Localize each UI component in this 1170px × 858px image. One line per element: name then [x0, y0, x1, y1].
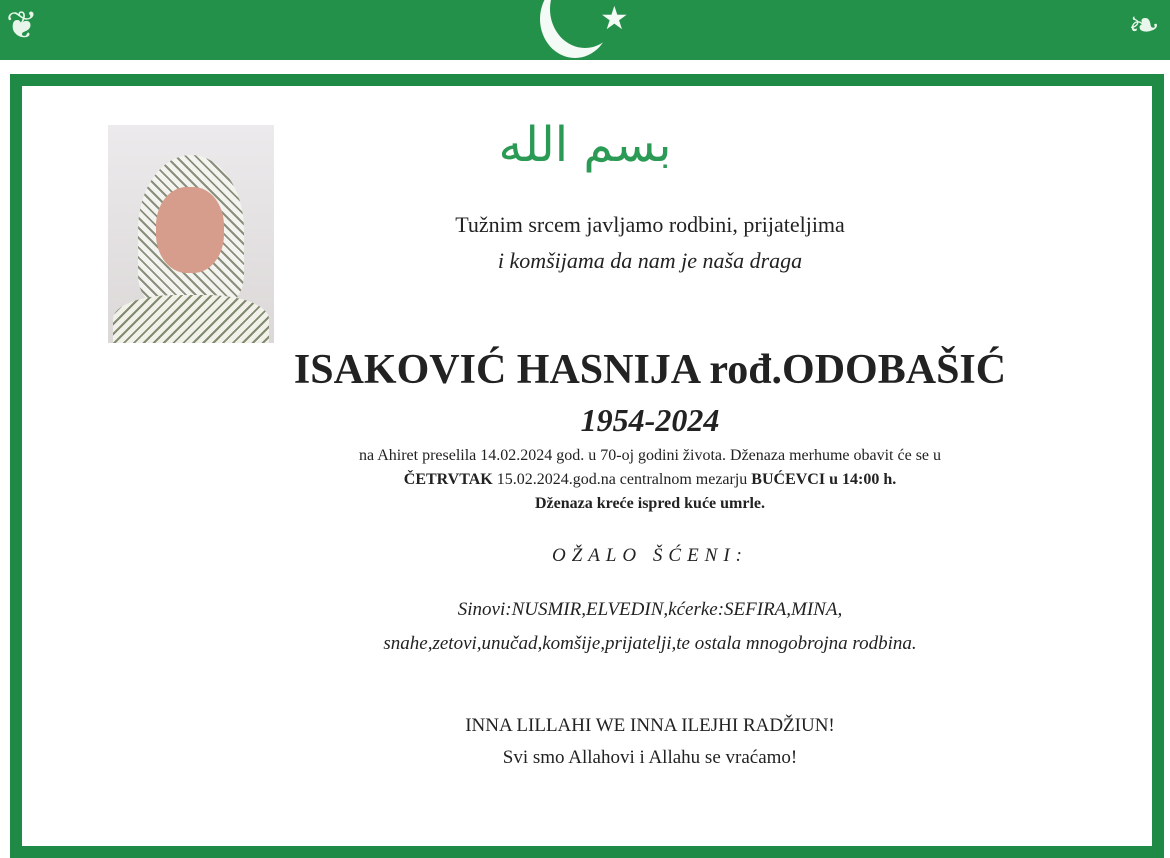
- intro-line-1: Tužnim srcem javljamo rodbini, prijateljima: [455, 212, 845, 237]
- mourners-line-1: Sinovi:NUSMIR,ELVEDIN,kćerke:SEFIRA,MINA,: [457, 599, 843, 620]
- header-band: [0, 0, 1170, 60]
- mourners-heading: OŽALO ŠĆENI:: [551, 545, 749, 566]
- arabic-calligraphy: بسم الله: [498, 117, 672, 173]
- life-years: 1954-2024: [580, 402, 720, 438]
- ornament-left-icon: ❦: [6, 5, 38, 47]
- closing-line-2: Svi smo Allahovi i Allahu se vraćamo!: [502, 747, 798, 768]
- ornament-right-icon: ❧: [1128, 5, 1160, 47]
- deceased-name: ISAKOVIĆ HASNIJA rođ.ODOBAŠIĆ: [293, 347, 1007, 393]
- closing-line-1: INNA LILLAHI WE INNA ILEJHI RADŽIUN!: [465, 715, 835, 736]
- details-day: ČETRVTAK: [403, 471, 493, 488]
- intro-line-2: i komšijama da nam je naša draga: [497, 248, 803, 273]
- details-line-3: Dženaza kreće ispred kuće umrle.: [534, 495, 766, 512]
- details-place: BUĆEVCI u 14:00 h.: [751, 471, 897, 488]
- star-icon: ★: [600, 0, 629, 36]
- details-line-2: [240, 470, 1060, 490]
- portrait-photo: [108, 125, 274, 343]
- details-line-1: na Ahiret preselila 14.02.2024 god. u 70-oj godini života. Dženaza merhume obavit će se u: [358, 447, 942, 464]
- mourners-line-2: snahe,zetovi,unučad,komšije,prijatelji,te ostala mnogobrojna rodbina.: [383, 633, 917, 654]
- details-date-place: 15.02.2024.god.na centralnom mezarju: [492, 471, 752, 488]
